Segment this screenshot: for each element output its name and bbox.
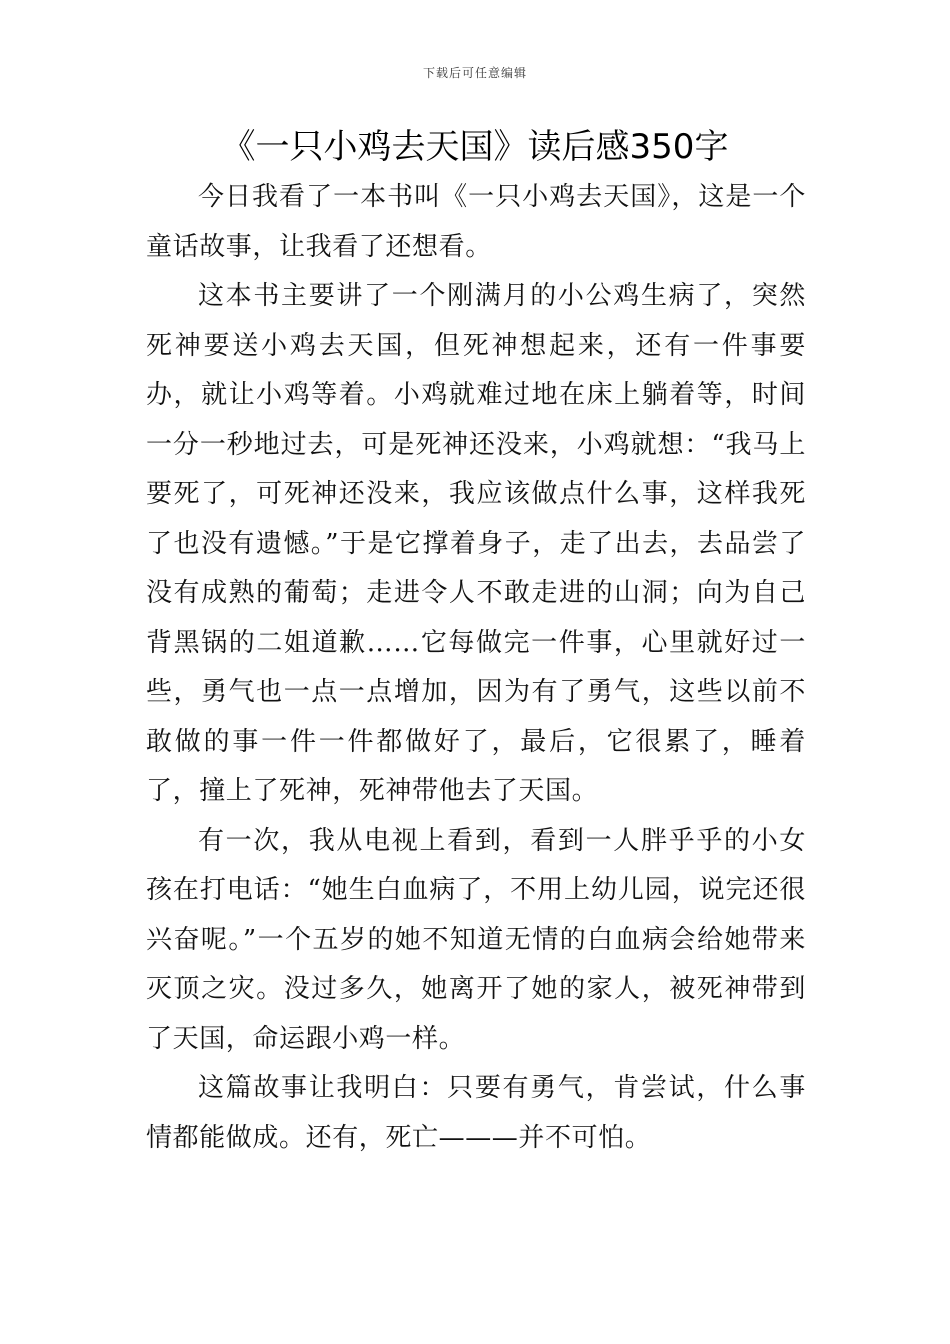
paragraph-3: 有一次，我从电视上看到，看到一人胖乎乎的小女孩在打电话：“她生白血病了，不用上幼儿园，说完还很兴奋呢。”一个五岁的她不知道无情的白血病会给她带来灭顶之灾。没过多久，她离开了她的家人，被死神带到了天国，命运跟小鸡一样。 [146,825,806,1054]
paragraph-2: 这本书主要讲了一个刚满月的小公鸡生病了，突然死神要送小鸡去天国，但死神想起来，还有一件事要办，就让小鸡等着。小鸡就难过地在床上躺着等，时间一分一秒地过去，可是死神还没来，小鸡就想：“我马上要死了，可死神还没来，我应该做点什么事，这样我死了也没有遗憾。”于是它撑着身子，走了出去，去品尝了没有成熟的葡萄；走进令人不敢走进的山洞；向为自己背黑锅的二姐道歉……它每做完一件事，心里就好过一些，勇气也一点一点增加，因为有了勇气，这些以前不敢做的事一件一件都做好了，最后，它很累了，睡着了，撞上了死神，死神带他去了天国。 [146,281,806,806]
document-title: 《一只小鸡去天国》读后感350字 [221,127,729,167]
paragraph-4: 这篇故事让我明白：只要有勇气，肯尝试，什么事情都能做成。还有，死亡———并不可怕。 [146,1073,806,1153]
header-note: 下载后可任意编辑 [422,66,527,80]
document-body [146,173,806,1163]
paragraph-1: 今日我看了一本书叫《一只小鸡去天国》，这是一个童话故事，让我看了还想看。 [146,182,806,262]
